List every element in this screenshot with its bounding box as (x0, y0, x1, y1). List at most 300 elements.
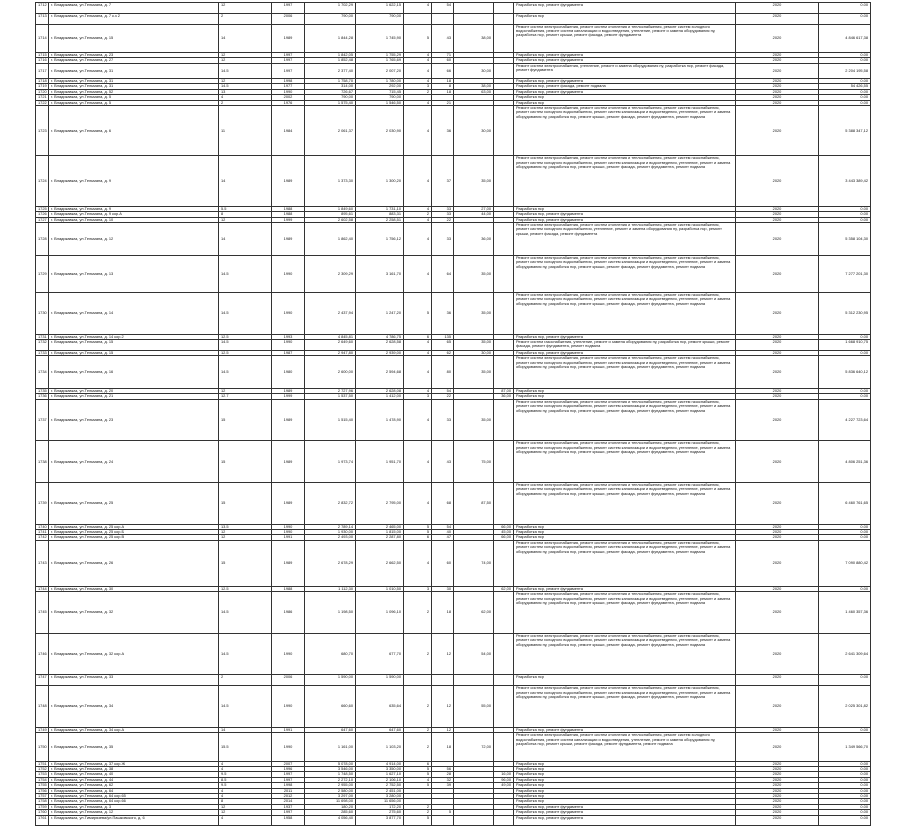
address-cell: г. Владикавказ, ул.Тельмана, д. 13 (49, 255, 219, 292)
address-cell: г. Владикавказ, ул.Тельмана, д. 24 (49, 441, 219, 483)
total-area-cell: 2 600,00 (305, 356, 356, 389)
wear-cell: 35,00 (454, 293, 494, 335)
residents-cell: 71 (432, 52, 454, 57)
total-area-cell: 285,60 (305, 810, 356, 815)
year-cell: 1989 (272, 24, 305, 52)
extra-cell: 16,00 (494, 772, 514, 777)
entrances-cell: 4 (404, 3, 432, 14)
works-cell: Разработка пср (514, 206, 736, 211)
year-cell: 1988 (272, 586, 305, 591)
total-area-cell: 790,00 (305, 95, 356, 100)
plan-year-cell: 2020 (736, 761, 819, 766)
cost-cell: 0.00 (819, 535, 871, 540)
total-area-cell: 2 309,29 (305, 255, 356, 292)
floors-cell: 14 (219, 223, 272, 256)
cost-cell: 0.00 (819, 100, 871, 105)
extra-cell (494, 24, 514, 52)
plan-year-cell: 2020 (736, 586, 819, 591)
cost-cell: 54 426,55 (819, 84, 871, 89)
extra-cell (494, 3, 514, 14)
floors-cell: 8 (219, 799, 272, 804)
total-area-cell: 11 698,00 (305, 799, 356, 804)
residents-cell: 60 (432, 58, 454, 63)
entrances-cell: 3 (404, 586, 432, 591)
cost-cell: 7 090 880,42 (819, 540, 871, 586)
total-area-cell: 4 845,81 (305, 334, 356, 339)
living-area-cell: 883,31 (356, 212, 404, 217)
extra-cell: 49,00 (494, 783, 514, 788)
year-cell: 2007 (272, 761, 305, 766)
row-number-cell: 1731 (36, 334, 49, 339)
cost-cell: 0.00 (819, 212, 871, 217)
residents-cell: 18 (432, 78, 454, 83)
floors-cell: 12 (219, 58, 272, 63)
floors-cell: 13.5 (219, 524, 272, 529)
entrances-cell: 5 (404, 530, 432, 535)
works-cell: Разработка пср (514, 788, 736, 793)
address-cell: г. Владикавказ, ул.Тельмана, д. 15 (49, 24, 219, 52)
plan-year-cell: 2020 (736, 592, 819, 634)
floors-cell: 13 (219, 89, 272, 94)
living-area-cell: 1 622,15 (356, 3, 404, 14)
residents-cell: 64 (432, 255, 454, 292)
plan-year-cell: 2020 (736, 223, 819, 256)
wear-cell: 35,00 (454, 356, 494, 389)
wear-cell: 62,00 (454, 592, 494, 634)
residents-cell: 5 (432, 810, 454, 815)
works-cell: Разработка пср (514, 530, 736, 535)
year-cell: 1996 (272, 767, 305, 772)
row-number-cell: 1734 (36, 356, 49, 389)
wear-cell: 35,00 (454, 399, 494, 441)
works-cell: Разработка пср (514, 761, 736, 766)
wear-cell: 30,00 (454, 106, 494, 156)
living-area-cell: 2 628,58 (356, 340, 404, 351)
living-area-cell: 11 656,00 (356, 799, 404, 804)
entrances-cell: 5 (404, 783, 432, 788)
works-cell: Ремонт систем электроснабжения, ремонт систем отопления и теплоснабжения, ремонт систем газоснабжения, ремонт систем холодного водоснабжения, утепление, ремонт и замена оборудования пу, разработка пср, ремонт крыши, ремонт фасада, ремонт фундамента (514, 223, 736, 256)
row-number-cell: 1752 (36, 767, 49, 772)
works-cell: Разработка пср, ремонт фундамента (514, 334, 736, 339)
row-number-cell: 1720 (36, 89, 49, 94)
total-area-cell: 1 748,50 (305, 772, 356, 777)
plan-year-cell: 2020 (736, 772, 819, 777)
total-area-cell: 314,00 (305, 84, 356, 89)
entrances-cell: 4 (404, 206, 432, 211)
entrances-cell: 4 (404, 106, 432, 156)
cost-cell: 2 641 309,64 (819, 633, 871, 675)
floors-cell: 12 (219, 3, 272, 14)
row-number-cell: 1743 (36, 540, 49, 586)
works-cell: Разработка пср, ремонт фундамента (514, 217, 736, 222)
works-cell: Разработка пср, ремонт фундамента (514, 810, 736, 815)
extra-cell (494, 255, 514, 292)
address-cell: г. Владикавказ, ул.Тельмана, д. 31 (49, 63, 219, 78)
table-row (36, 686, 871, 728)
cost-cell: 3 443 389,42 (819, 156, 871, 206)
cost-cell: 0.00 (819, 13, 871, 24)
address-cell: г. Владикавказ, ул.Тельмана, д. 3 (49, 804, 219, 809)
residents-cell: 54 (432, 389, 454, 394)
plan-year-cell: 2020 (736, 783, 819, 788)
wear-cell: 38,00 (454, 84, 494, 89)
living-area-cell: 677,70 (356, 633, 404, 675)
residents-cell: 80 (432, 356, 454, 389)
living-area-cell: 3 877,70 (356, 815, 404, 826)
entrances-cell: 6 (404, 334, 432, 339)
table-row (36, 733, 871, 761)
row-number-cell: 1736 (36, 394, 49, 399)
floors-cell: 14.5 (219, 356, 272, 389)
cost-cell: 5 358 104,30 (819, 223, 871, 256)
year-cell: 2014 (272, 799, 305, 804)
residents-cell (432, 675, 454, 686)
wear-cell: 75,00 (454, 441, 494, 483)
entrances-cell: 6 (404, 535, 432, 540)
living-area-cell: 4 914,00 (356, 761, 404, 766)
entrances-cell (404, 675, 432, 686)
total-area-cell: 1 849,60 (305, 206, 356, 211)
living-area-cell: 1 815,00 (356, 530, 404, 535)
year-cell: 1997 (272, 58, 305, 63)
extra-cell (494, 483, 514, 525)
year-cell: 1997 (272, 63, 305, 78)
row-number-cell: 1735 (36, 389, 49, 394)
floors-cell: 14.5 (219, 633, 272, 675)
living-area-cell: 275,60 (356, 810, 404, 815)
residents-cell: 56 (432, 767, 454, 772)
extra-cell (494, 675, 514, 686)
table-row (36, 540, 871, 586)
entrances-cell: 5 (404, 293, 432, 335)
cost-cell: 4 806 251,36 (819, 441, 871, 483)
extra-cell (494, 592, 514, 634)
cost-cell: 0.00 (819, 815, 871, 826)
year-cell: 1997 (272, 810, 305, 815)
floors-cell: 12 (219, 810, 272, 815)
address-cell: г. Владикавказ, ул.Тельмана, д. 30 (49, 586, 219, 591)
plan-year-cell: 2020 (736, 340, 819, 351)
cost-cell: 6 460 761,65 (819, 483, 871, 525)
address-cell: г. Владикавказ, ул.Тельмана, д. 14 (49, 293, 219, 335)
row-number-cell: 1741 (36, 530, 49, 535)
entrances-cell: 4 (404, 78, 432, 83)
residents-cell: 43 (432, 441, 454, 483)
plan-year-cell: 2020 (736, 78, 819, 83)
entrances-cell: 4 (404, 52, 432, 57)
wear-cell (454, 675, 494, 686)
floors-cell: 11 (219, 106, 272, 156)
entrances-cell: 2 (404, 727, 432, 732)
plan-year-cell: 2020 (736, 530, 819, 535)
total-area-cell: 1 973,74 (305, 441, 356, 483)
plan-year-cell: 2020 (736, 441, 819, 483)
entrances-cell: 5 (404, 24, 432, 52)
total-area-cell: 2 493,00 (305, 535, 356, 540)
floors-cell: 8.5 (219, 777, 272, 782)
residents-cell: 65 (432, 340, 454, 351)
address-cell: г. Владикавказ, ул.Тельмана, д. 15 (49, 350, 219, 355)
plan-year-cell: 2020 (736, 106, 819, 156)
address-cell: г. Владикавказ, ул.Тельмана, д. 9 (49, 206, 219, 211)
works-cell: Разработка пср, ремонт фундамента (514, 586, 736, 591)
living-area-cell: 1 765,69 (356, 58, 404, 63)
year-cell: 1998 (272, 78, 305, 83)
cost-cell: 0.00 (819, 783, 871, 788)
wear-cell (454, 13, 494, 24)
floors-cell: 15 (219, 441, 272, 483)
spreadsheet-page (35, 2, 870, 826)
living-area-cell: 2 451,00 (356, 788, 404, 793)
residents-cell: 36 (432, 106, 454, 156)
floors-cell: 14.5 (219, 592, 272, 634)
works-cell: Разработка пср (514, 799, 736, 804)
works-cell: Ремонт систем электроснабжения, ремонт систем отопления и теплоснабжения, ремонт систем газоснабжения, ремонт систем холодного водоснабжения, ремонт систем канализации и водоотведения, утепление, ремонт и замена оборудования пу, разработка пср, ремонт крыши, ремонт фасада, ремонт фундамента, ремонт подвала (514, 106, 736, 156)
plan-year-cell: 2020 (736, 58, 819, 63)
entrances-cell: 4 (404, 441, 432, 483)
year-cell: 1989 (272, 483, 305, 525)
plan-year-cell: 2020 (736, 293, 819, 335)
residents-cell: 40 (432, 530, 454, 535)
living-area-cell: 1 010,50 (356, 586, 404, 591)
residents-cell: 54 (432, 524, 454, 529)
living-area-cell: 2 752,50 (356, 783, 404, 788)
total-area-cell: 5 078,00 (305, 761, 356, 766)
total-area-cell: 1 575,40 (305, 100, 356, 105)
row-number-cell: 1754 (36, 777, 49, 782)
extra-cell (494, 223, 514, 256)
residents-cell: 33 (432, 399, 454, 441)
living-area-cell: 2 030,90 (356, 106, 404, 156)
year-cell: 1989 (272, 223, 305, 256)
row-number-cell: 1721 (36, 95, 49, 100)
residents-cell: 8 (432, 84, 454, 89)
year-cell: 1988 (272, 212, 305, 217)
cost-cell: 7 277 201,30 (819, 255, 871, 292)
extra-cell (494, 293, 514, 335)
wear-cell: 30,00 (454, 350, 494, 355)
living-area-cell: 715,45 (356, 89, 404, 94)
row-number-cell: 1716 (36, 58, 49, 63)
living-area-cell: 1 951,70 (356, 441, 404, 483)
floors-cell: 2 (219, 100, 272, 105)
works-cell: Разработка пср (514, 675, 736, 686)
plan-year-cell: 2020 (736, 63, 819, 78)
living-area-cell: 1 756,12 (356, 223, 404, 256)
row-number-cell: 1746 (36, 633, 49, 675)
address-cell: г. Владикавказ, ул.Тельмана, д. 34 кор.А (49, 727, 219, 732)
works-cell: Ремонт систем электроснабжения, ремонт систем отопления и теплоснабжения, ремонт систем холодного водоснабжения, ремонт систем канализации и водоотведения, утепление, ремонт и замена оборудования пу, разработка пср, ремонт крыши, ремонт фасада, ремонт фундамента (514, 24, 736, 52)
cost-cell: 0.00 (819, 95, 871, 100)
residents-cell: 18 (432, 592, 454, 634)
table-row (36, 356, 871, 389)
address-cell: г. Владикавказ, ул.Тельмана, д. 64 кор.65 (49, 794, 219, 799)
works-cell: Разработка пср, ремонт фундамента (514, 727, 736, 732)
plan-year-cell: 2020 (736, 217, 819, 222)
living-area-cell: 4 786,75 (356, 334, 404, 339)
address-cell: г. Владикавказ, ул.Тельмана, д. 40 (49, 772, 219, 777)
address-cell: г. Владикавказ, ул.Тельмана, д. 26 (49, 540, 219, 586)
cost-cell: 0.00 (819, 586, 871, 591)
entrances-cell: 2 (404, 89, 432, 94)
works-cell: Ремонт систем электроснабжения, ремонт систем отопления и теплоснабжения, ремонт систем газоснабжения, ремонт систем холодного водоснабжения, ремонт систем канализации и водоотведения, утепление, ремонт и замена оборудования пу, разработка пср, ремонт крыши, ремонт фасада, ремонт фундамента, ремонт подвала (514, 592, 736, 634)
row-number-cell: 1755 (36, 783, 49, 788)
address-cell: г. Владикавказ, ул.Тельмана, д. 12 (49, 810, 219, 815)
table-row (36, 106, 871, 156)
total-area-cell: 1 758,70 (305, 78, 356, 83)
plan-year-cell: 2020 (736, 675, 819, 686)
plan-year-cell: 2020 (736, 394, 819, 399)
wear-cell: 36,00 (454, 223, 494, 256)
residents-cell: 28 (432, 772, 454, 777)
floors-cell: 9.5 (219, 783, 272, 788)
total-area-cell: 2 832,72 (305, 483, 356, 525)
year-cell: 1989 (272, 399, 305, 441)
address-cell: г. Владикавказ, ул.Тельмана, д. 23 (49, 399, 219, 441)
extra-cell: 87,00 (494, 389, 514, 394)
living-area-cell: 2 106,10 (356, 777, 404, 782)
floors-cell: 14.5 (219, 340, 272, 351)
row-number-cell: 1753 (36, 772, 49, 777)
residents-cell: 22 (432, 394, 454, 399)
row-number-cell: 1747 (36, 675, 49, 686)
row-number-cell: 1738 (36, 441, 49, 483)
residents-cell: 18 (432, 89, 454, 94)
living-area-cell: 2 795,00 (356, 483, 404, 525)
floors-cell: 14 (219, 24, 272, 52)
year-cell: 1997 (272, 772, 305, 777)
total-area-cell: 2 437,94 (305, 293, 356, 335)
address-cell: г. Владикавказ, ул.Тельмана, д. 6 (49, 106, 219, 156)
living-area-cell: 635,64 (356, 686, 404, 728)
residents-cell: 68 (432, 483, 454, 525)
year-cell: 1937 (272, 804, 305, 809)
plan-year-cell: 2020 (736, 350, 819, 355)
year-cell: 1999 (272, 217, 305, 222)
entrances-cell: 4 (404, 58, 432, 63)
total-area-cell: 2 649,60 (305, 340, 356, 351)
year-cell: 1989 (272, 389, 305, 394)
cost-cell: 0.00 (819, 78, 871, 83)
extra-cell: 62,00 (494, 586, 514, 591)
address-cell: г. Владикавказ, ул.Тельмана, д. 38 (49, 767, 219, 772)
floors-cell: 15.5 (219, 733, 272, 761)
plan-year-cell: 2020 (736, 334, 819, 339)
year-cell: 1990 (272, 89, 305, 94)
year-cell: 1977 (272, 84, 305, 89)
living-area-cell: 1 412,00 (356, 394, 404, 399)
cost-cell: 1 460 357,36 (819, 592, 871, 634)
total-area-cell: 1 590,00 (305, 675, 356, 686)
floors-cell: 14.5 (219, 686, 272, 728)
row-number-cell: 1730 (36, 293, 49, 335)
plan-year-cell: 2020 (736, 804, 819, 809)
total-area-cell: 1 198,50 (305, 592, 356, 634)
row-number-cell: 1760 (36, 810, 49, 815)
cost-cell: 0.00 (819, 772, 871, 777)
cost-cell: 0.00 (819, 524, 871, 529)
row-number-cell: 1715 (36, 52, 49, 57)
entrances-cell: 4 (404, 540, 432, 586)
works-cell: Разработка пср (514, 783, 736, 788)
year-cell: 1986 (272, 592, 305, 634)
total-area-cell: 1 112,30 (305, 586, 356, 591)
living-area-cell: 790,00 (356, 95, 404, 100)
living-area-cell: 3 161,70 (356, 255, 404, 292)
residents-cell: 60 (432, 540, 454, 586)
wear-cell: 74,00 (454, 540, 494, 586)
floors-cell: 4 (219, 767, 272, 772)
extra-cell (494, 356, 514, 389)
year-cell: 1980 (272, 356, 305, 389)
year-cell: 1990 (272, 686, 305, 728)
floors-cell: 8 (219, 212, 272, 217)
plan-year-cell: 2020 (736, 212, 819, 217)
cost-cell: 0.00 (819, 334, 871, 339)
cost-cell: 4 846 617,38 (819, 24, 871, 52)
plan-year-cell: 2020 (736, 100, 819, 105)
address-cell: г. Владикавказ, ул.Тельмана, д. 31 (49, 84, 219, 89)
extra-cell (494, 106, 514, 156)
row-number-cell: 1745 (36, 592, 49, 634)
total-area-cell: 1 537,50 (305, 394, 356, 399)
entrances-cell: 4 (404, 340, 432, 351)
residents-cell: 39 (432, 783, 454, 788)
cost-cell: 0.00 (819, 206, 871, 211)
row-number-cell: 1751 (36, 761, 49, 766)
row-number-cell: 1713 (36, 13, 49, 24)
living-area-cell: 1 103,20 (356, 733, 404, 761)
total-area-cell: 895,61 (305, 212, 356, 217)
cost-cell: 0.00 (819, 788, 871, 793)
residents-cell: 36 (432, 293, 454, 335)
plan-year-cell: 2020 (736, 767, 819, 772)
row-number-cell: 1739 (36, 483, 49, 525)
row-number-cell: 1712 (36, 3, 49, 14)
address-cell: г. Владикавказ, ул.Тельмана, д. 25 кор.А (49, 524, 219, 529)
row-number-cell: 1744 (36, 586, 49, 591)
row-number-cell: 1718 (36, 78, 49, 83)
residents-cell: 47 (432, 535, 454, 540)
living-area-cell: 2 465,00 (356, 524, 404, 529)
total-area-cell: 2 377,40 (305, 63, 356, 78)
plan-year-cell: 2020 (736, 733, 819, 761)
plan-year-cell: 2020 (736, 686, 819, 728)
total-area-cell: 2 947,80 (305, 350, 356, 355)
works-cell: Разработка пср (514, 389, 736, 394)
address-cell: г. Владикавказ, ул.Тельмана, д. 52 (49, 89, 219, 94)
year-cell: 1989 (272, 441, 305, 483)
living-area-cell: 1 247,20 (356, 293, 404, 335)
living-area-cell: 1 096,10 (356, 592, 404, 634)
entrances-cell: 4 (404, 223, 432, 256)
address-cell: г. Владикавказ, ул.Тельмана, д. 20 (49, 389, 219, 394)
plan-year-cell: 2020 (736, 727, 819, 732)
year-cell: 1990 (272, 340, 305, 351)
year-cell: 2011 (272, 788, 305, 793)
total-area-cell: 1 852,48 (305, 58, 356, 63)
table-row (36, 255, 871, 292)
floors-cell: 4 (219, 761, 272, 766)
residents-cell: 21 (432, 100, 454, 105)
year-cell: 1990 (272, 293, 305, 335)
address-cell: г. Владикавказ, ул.Тельмана, д. 10 (49, 217, 219, 222)
works-cell: Ремонт систем газоснабжения, утепление, ремонт и замена оборудования пу, разработка пср, ремонт крыши, ремонт фасада, ремонт фундамента, ремонт подвала (514, 340, 736, 351)
living-area-cell: 292,00 (356, 84, 404, 89)
address-cell: г. Владикавказ, ул.Тельмана, д. 25 (49, 483, 219, 525)
cost-cell: 0.00 (819, 727, 871, 732)
living-area-cell: 1 627,10 (356, 772, 404, 777)
